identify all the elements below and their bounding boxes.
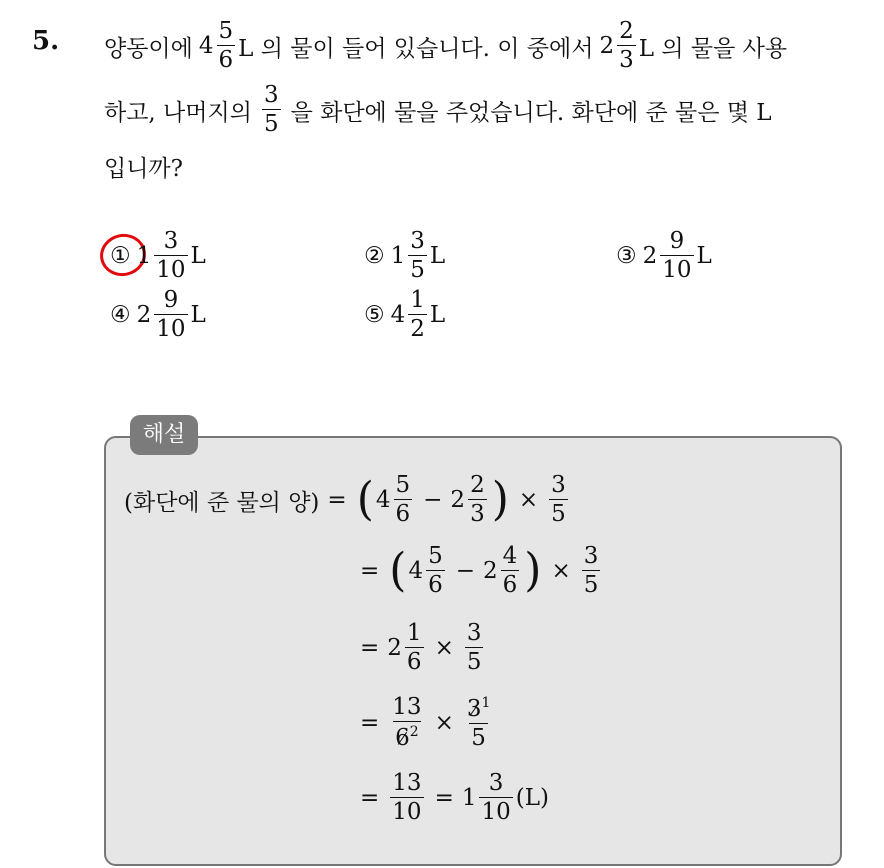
equals-sign: = xyxy=(327,487,347,513)
fraction: $\frac{1}{2}$ xyxy=(410,287,425,342)
explanation-step-5 xyxy=(352,772,549,824)
question-line-2 xyxy=(104,84,772,136)
equals-sign: = xyxy=(360,558,380,584)
mixed-whole: 4 xyxy=(375,487,391,513)
mixed-whole: 4 xyxy=(408,558,424,584)
question-line-1 xyxy=(104,20,787,72)
explanation-step-3 xyxy=(352,622,486,674)
fraction: $\frac{9}{10}$ xyxy=(156,287,186,342)
times-sign: × xyxy=(551,558,571,584)
choice-2[interactable] xyxy=(364,230,445,282)
times-sign: × xyxy=(434,635,454,661)
unit: L xyxy=(190,302,206,328)
times-sign: × xyxy=(434,709,454,736)
cancelled-digit: 3 xyxy=(466,695,482,722)
question-text: L 의 물이 들어 있습니다. 이 중에서 xyxy=(238,35,594,62)
equals-sign: = xyxy=(360,785,380,811)
paren-open: ( xyxy=(356,472,374,527)
reduced-value: 1 xyxy=(481,695,491,711)
mixed-whole: 2 xyxy=(483,558,498,584)
fraction: $\frac{5}{6}$ xyxy=(218,18,234,73)
fraction: $\frac{3}{5}$ xyxy=(466,620,482,675)
fraction: $\frac{3}{10}$ xyxy=(481,770,511,825)
mixed-whole: 1 xyxy=(461,785,477,811)
fraction: $\frac{1}{6}$ xyxy=(406,620,422,675)
fraction: $\frac{5}{6}$ xyxy=(395,472,411,527)
paren-close: ) xyxy=(491,472,509,527)
mixed-whole: 2 xyxy=(642,243,658,269)
explanation-step-4 xyxy=(352,696,495,750)
fraction: $\frac{3}{10}$ xyxy=(156,228,186,283)
reduced-value: 2 xyxy=(409,724,419,740)
question-text: 양동이에 xyxy=(104,35,193,62)
fraction: $\frac{3^1}{5}$ xyxy=(466,695,491,751)
fraction: $\frac{13}{6^2}$ xyxy=(392,694,422,751)
unit: L xyxy=(696,243,712,269)
explanation-lhs: (화단에 준 물의 양) xyxy=(124,489,320,516)
cancelled-digit: 6 xyxy=(395,724,410,751)
mixed-whole: 2 xyxy=(450,487,466,513)
choice-number: ⑤ xyxy=(364,302,385,328)
unit: (L) xyxy=(515,785,549,811)
unit: L xyxy=(190,243,206,269)
choice-1[interactable] xyxy=(110,230,206,282)
unit: L xyxy=(429,302,446,328)
question-number: 5. xyxy=(32,26,60,56)
equals-sign: = xyxy=(434,785,454,811)
fraction: $\frac{2}{3}$ xyxy=(470,472,485,527)
mixed-whole: 2 xyxy=(599,33,615,59)
explanation-tag: 해설 xyxy=(130,415,198,455)
choice-number: ② xyxy=(364,243,385,269)
fraction: $\frac{5}{6}$ xyxy=(428,543,443,598)
fraction: $\frac{3}{5}$ xyxy=(583,543,599,598)
fraction: $\frac{3}{5}$ xyxy=(263,82,279,137)
fraction: $\frac{4}{6}$ xyxy=(502,543,518,598)
choice-number: ③ xyxy=(616,243,637,269)
explanation-step-2 xyxy=(352,545,603,597)
explanation-step-1 xyxy=(124,474,571,526)
mixed-whole: 1 xyxy=(390,243,406,269)
paren-close: ) xyxy=(524,543,542,598)
question-text: 을 화단에 물을 주었습니다. 화단에 준 물은 몇 L xyxy=(290,99,772,126)
choice-number: ① xyxy=(110,243,131,269)
mixed-whole: 2 xyxy=(136,302,152,328)
choice-3[interactable] xyxy=(616,230,712,282)
mixed-whole: 4 xyxy=(198,33,214,59)
times-sign: × xyxy=(518,487,539,513)
fraction: $\frac{2}{3}$ xyxy=(619,18,634,73)
choice-4[interactable] xyxy=(110,289,206,341)
minus-sign: − xyxy=(423,487,443,513)
paren-open: ( xyxy=(389,543,407,598)
minus-sign: − xyxy=(455,558,476,584)
choice-number: ④ xyxy=(110,302,131,328)
question-text: 하고, 나머지의 xyxy=(104,99,252,126)
fraction: $\frac{3}{5}$ xyxy=(551,472,566,527)
fraction: $\frac{3}{5}$ xyxy=(410,228,425,283)
question-line-3: 입니까? xyxy=(104,156,183,182)
choice-5[interactable] xyxy=(364,289,445,341)
equals-sign: = xyxy=(360,635,380,661)
question-text: L 의 물을 사용 xyxy=(638,35,788,62)
fraction: $\frac{13}{10}$ xyxy=(392,770,422,825)
mixed-whole: 2 xyxy=(387,635,402,661)
unit: L xyxy=(429,243,446,269)
equals-sign: = xyxy=(360,709,380,736)
fraction: $\frac{9}{10}$ xyxy=(662,228,692,283)
mixed-whole: 1 xyxy=(136,243,152,269)
mixed-whole: 4 xyxy=(390,302,406,328)
